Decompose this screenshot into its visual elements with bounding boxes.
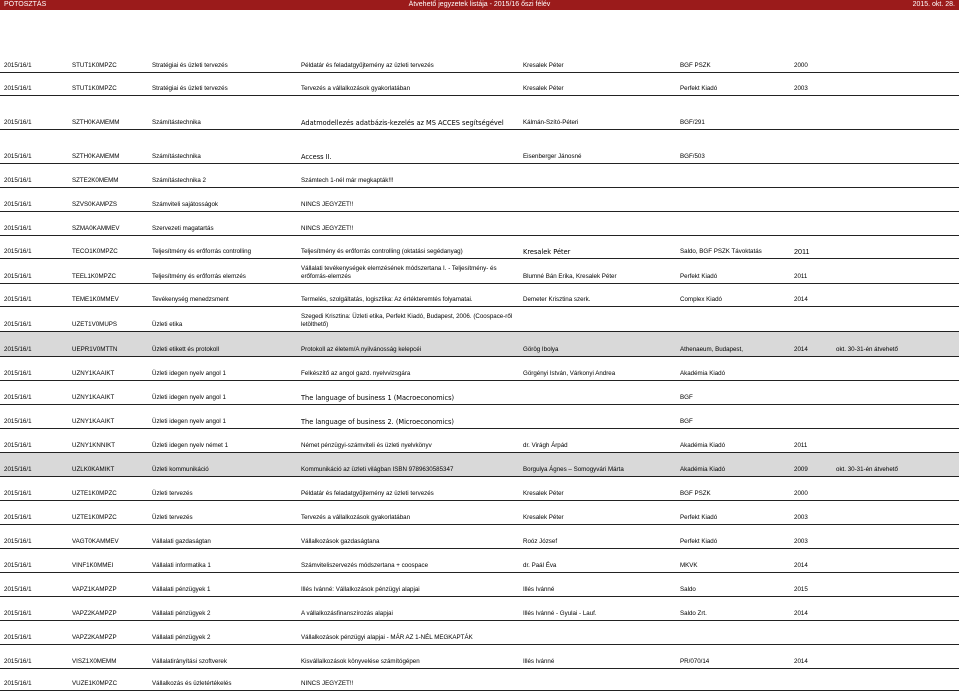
cell-note-title: Protokoll az életem/A nyilvánosság kelepcéi [301,346,422,353]
cell-author: Blumné Bán Erika, Kresalek Péter [523,273,617,280]
cell-author: Kresalek Péter [523,248,571,256]
cell-course-code: TECO1K0MPZC [72,248,118,255]
cell-semester: 2015/16/1 [4,225,32,232]
cell-course-code: SZVS0KAMPZS [72,201,118,208]
cell-note-title: Felkészítő az angol gazd. nyelvvizsgára [301,370,411,377]
cell-course-name: Vállalati gazdaságtan [152,538,211,545]
table-row [0,60,959,73]
cell-year: 2000 [794,62,808,69]
cell-course-code: VISZ1X0MEMM [72,658,117,665]
cell-publisher: Perfekt Kiadó [680,514,718,521]
cell-semester: 2015/16/1 [4,370,32,377]
cell-semester: 2015/16/1 [4,538,32,545]
cell-semester: 2015/16/1 [4,153,32,160]
cell-semester: 2015/16/1 [4,201,32,208]
cell-semester: 2015/16/1 [4,586,32,593]
cell-course-code: VINF1K0MMEI [72,562,114,569]
cell-course-code: VAGT0KAMMEV [72,538,119,545]
cell-note-title: Teljesítmény és erőforrás controlling (oktatási segédanyag) [301,248,463,255]
cell-course-name: Stratégiai és üzleti tervezés [152,85,228,92]
cell-publisher: Akadémia Kiadó [680,442,726,449]
table-row [0,621,959,645]
cell-course-name: Stratégiai és üzleti tervezés [152,62,228,69]
cell-publisher: Akadémia Kiadó [680,370,726,377]
cell-publisher: Saldo, BGF PSZK Távoktatás [680,248,762,255]
cell-year: 2014 [794,562,808,569]
cell-note-title: Példatár és feladatgyűjtemény az üzleti tervezés [301,62,434,69]
table-row [0,477,959,501]
cell-author: Illés Ivánné [523,658,555,665]
cell-course-code: STUT1K0MPZC [72,62,117,69]
cell-course-name: Számviteli sajátosságok [152,201,219,208]
cell-note-title: NINCS JEGYZET!! [301,225,354,232]
cell-note-title: Kisvállalkozások könyvelése számítógépen [301,658,420,665]
cell-note-title: Tervezés a vállalkozások gyakorlatában [301,514,411,521]
cell-semester: 2015/16/1 [4,394,32,401]
cell-year: 2011 [794,273,808,280]
cell-semester: 2015/16/1 [4,273,32,280]
cell-note-title: Német pénzügyi-számviteli és üzleti nyelvkönyv [301,442,432,449]
cell-note-title: Szegedi Krisztina: Üzleti etika, Perfekt Kiadó, Budapest, 2006. (Coospace-ről letölthető) [301,313,513,328]
cell-author: Görgényi István, Várkonyi Andrea [523,370,616,377]
cell-year: 2011 [794,247,810,256]
cell-semester: 2015/16/1 [4,562,32,569]
cell-note-title: Kommunikáció az üzleti világban ISBN 9789630585347 [301,466,454,473]
cell-publisher: Complex Kiadó [680,296,722,303]
cell-publisher: BGF/291 [680,119,705,126]
cell-note-title: Vállalati tevékenységek elemzésének módszertana I. - Teljesítmény- és erőforrás-elemzés [301,265,497,280]
cell-publisher: Saldo Zrt. [680,610,707,617]
cell-author: Demeter Krisztina szerk. [523,296,591,303]
cell-note-title: NINCS JEGYZET!! [301,201,354,208]
table-row [0,307,959,332]
cell-course-name: Vállalatirányítási szoftverek [152,658,227,665]
cell-course-code: SZMA0KAMMEV [72,225,120,232]
cell-note-title: The language of business 2. (Microeconomics) [301,418,454,426]
table-row [0,357,959,381]
table-row [0,284,959,307]
cell-author: Roóz József [523,538,558,545]
cell-semester: 2015/16/1 [4,177,32,184]
cell-publisher: MKVK [680,562,698,569]
cell-semester: 2015/16/1 [4,634,32,641]
cell-note-title: Adatmodellezés adatbázis-kezelés az MS ACCES segítségével [301,119,504,127]
cell-semester: 2015/16/1 [4,321,32,328]
cell-year: 2014 [794,658,808,665]
cell-author: Kresalek Péter [523,62,564,69]
cell-course-name: Üzleti idegen nyelv angol 1 [152,370,226,377]
cell-course-name: Üzleti idegen nyelv német 1 [152,442,229,449]
cell-semester: 2015/16/1 [4,296,32,303]
table-row [0,453,959,477]
cell-note-title: Access II. [301,153,332,161]
header-left-label: PÓTOSZTÁS [4,1,47,8]
cell-note-title: Termelés, szolgáltatás, logisztika: Az értékteremtés folyamatai. [301,296,473,303]
cell-course-code: SZTE2K0MEMM [72,177,119,184]
cell-note-title: Példatár és feladatgyűjtemény az üzleti tervezés [301,490,434,497]
cell-course-code: VAPZ2KAMPZP [72,610,117,617]
cell-note-title: Számviteliszervezés módszertana + coospace [301,562,429,569]
cell-publisher: BGF PSZK [680,490,711,497]
cell-author: Kresalek Péter [523,85,564,92]
cell-publisher: Perfekt Kiadó [680,85,718,92]
cell-course-code: UZET1V0MUPS [72,321,118,328]
cell-publisher: Saldo [680,586,696,593]
cell-semester: 2015/16/1 [4,85,32,92]
cell-course-code: TEME1K0MMEV [72,296,119,303]
table-row [0,73,959,96]
cell-note-title: Vállalkozások pénzügyi alapjai - MÁR AZ 1-NÉL MEGKAPTÁK [301,634,473,641]
cell-year: 2015 [794,586,808,593]
table-row [0,96,959,130]
cell-year: 2014 [794,346,808,353]
table-row [0,645,959,669]
cell-course-name: Szervezeti magatartás [152,225,214,232]
table-row [0,669,959,691]
cell-year: 2009 [794,466,808,473]
cell-course-code: UZNY1KAAIKT [72,394,115,401]
cell-semester: 2015/16/1 [4,514,32,521]
table-row [0,130,959,164]
cell-course-code: SZTH0KAMEMM [72,153,120,160]
cell-publisher: BGF/503 [680,153,705,160]
table-row [0,501,959,525]
table-row [0,236,959,259]
cell-note-title: A vállalkozásfinanszírozás alapjai [301,610,393,617]
cell-semester: 2015/16/1 [4,119,32,126]
cell-course-code: UZLK0KAMIKT [72,466,115,473]
cell-course-code: TEEL1K0MPZC [72,273,117,280]
cell-author: Illés Ivánné - Gyulai - Lauf. [523,610,597,617]
cell-remark: okt. 30-31-én átvehető [836,346,898,353]
cell-course-code: UZNY1KAAIKT [72,370,115,377]
cell-course-code: VAPZ2KAMPZP [72,634,117,641]
cell-publisher: PR/070/14 [680,658,710,665]
table-row [0,429,959,453]
cell-course-code: UZNY1KNNIKT [72,442,115,449]
cell-year: 2003 [794,514,808,521]
cell-course-name: Üzleti idegen nyelv angol 1 [152,418,226,425]
cell-semester: 2015/16/1 [4,466,32,473]
header-title: Átvehető jegyzetek listája - 2015/16 őszi félév [408,1,551,8]
cell-semester: 2015/16/1 [4,442,32,449]
table-row [0,525,959,549]
cell-author: Eisenberger Jánosné [523,153,582,160]
cell-course-name: Vállalati pénzügyek 2 [152,610,211,617]
cell-note-title: Tervezés a vállalkozások gyakorlatában [301,85,411,92]
cell-author: dr. Paál Éva [523,562,557,569]
cell-publisher: Athenaeum, Budapest, [680,346,743,353]
table-row [0,259,959,284]
cell-course-name: Tevékenység menedzsment [152,296,229,303]
cell-course-name: Üzleti idegen nyelv angol 1 [152,394,226,401]
cell-note-title: Számtech 1-nél már megkapták!!! [301,177,394,184]
cell-year: 2003 [794,538,808,545]
cell-semester: 2015/16/1 [4,658,32,665]
cell-remark: okt. 30-31-én átvehető [836,466,898,473]
cell-publisher: Perfekt Kiadó [680,273,718,280]
cell-publisher: Akadémia Kiadó [680,466,726,473]
cell-year: 2014 [794,610,808,617]
cell-semester: 2015/16/1 [4,610,32,617]
cell-semester: 2015/16/1 [4,490,32,497]
cell-course-name: Teljesítmény és erőforrás controlling [152,248,252,255]
cell-course-code: STUT1K0MPZC [72,85,117,92]
cell-semester: 2015/16/1 [4,346,32,353]
cell-author: Kresalek Péter [523,514,564,521]
cell-semester: 2015/16/1 [4,62,32,69]
cell-author: dr. Virágh Árpád [523,442,568,449]
cell-year: 2014 [794,296,808,303]
cell-author: Illés Ivánné [523,586,555,593]
table-row [0,597,959,621]
table-row [0,332,959,357]
cell-publisher: BGF [680,418,693,425]
cell-course-name: Számítástechnika 2 [152,177,206,184]
cell-course-code: VAPZ1KAMPZP [72,586,117,593]
cell-year: 2011 [794,442,808,449]
cell-semester: 2015/16/1 [4,680,32,687]
cell-note-title: The language of business 1 (Macroeconomics) [301,394,455,402]
table-row [0,405,959,429]
cell-course-name: Vállalati pénzügyek 1 [152,586,211,593]
cell-publisher: BGF PSZK [680,62,711,69]
cell-course-code: UZTE1K0MPZC [72,490,117,497]
table-row [0,381,959,405]
cell-course-name: Üzleti etikett és protokoll [152,346,220,353]
cell-course-code: VUZE1K0MPZC [72,680,118,687]
cell-course-name: Számítástechnika [152,153,201,160]
cell-author: Kálmán-Szító-Péteri [523,119,579,126]
cell-course-name: Üzleti etika [152,321,183,328]
cell-course-name: Vállalati pénzügyek 2 [152,634,211,641]
cell-semester: 2015/16/1 [4,418,32,425]
table-row [0,164,959,188]
cell-course-name: Teljesítmény és erőforrás elemzés [152,273,246,280]
cell-course-code: UZTE1K0MPZC [72,514,117,521]
cell-author: Görög Ibolya [523,346,559,353]
cell-semester: 2015/16/1 [4,248,32,255]
cell-year: 2000 [794,490,808,497]
cell-year: 2003 [794,85,808,92]
cell-course-code: UEPR1V0MTTN [72,346,118,353]
table-row [0,573,959,597]
cell-note-title: Vállalkozások gazdaságtana [301,538,380,545]
cell-course-name: Üzleti tervezés [152,514,193,521]
cell-course-name: Üzleti kommunikáció [152,466,209,473]
table-row [0,188,959,212]
cell-author: Borgulya Ágnes – Somogyvári Márta [523,466,624,473]
cell-publisher: Perfekt Kiadó [680,538,718,545]
cell-course-name: Üzleti tervezés [152,490,193,497]
cell-course-name: Vállalati informatika 1 [152,562,211,569]
cell-note-title: NINCS JEGYZET!! [301,680,354,687]
table-row [0,549,959,573]
cell-note-title: Illés Ivánné: Vállalkozások pénzügyi alapjai [301,586,420,593]
cell-course-name: Számítástechnika [152,119,201,126]
cell-course-code: SZTH0KAMEMM [72,119,120,126]
cell-course-code: UZNY1KAAIKT [72,418,115,425]
table-row [0,212,959,236]
cell-publisher: BGF [680,394,693,401]
header-date: 2015. okt. 28. [912,1,955,8]
cell-course-name: Vállalkozás és üzletértékelés [152,680,232,687]
cell-author: Kresalek Péter [523,490,564,497]
